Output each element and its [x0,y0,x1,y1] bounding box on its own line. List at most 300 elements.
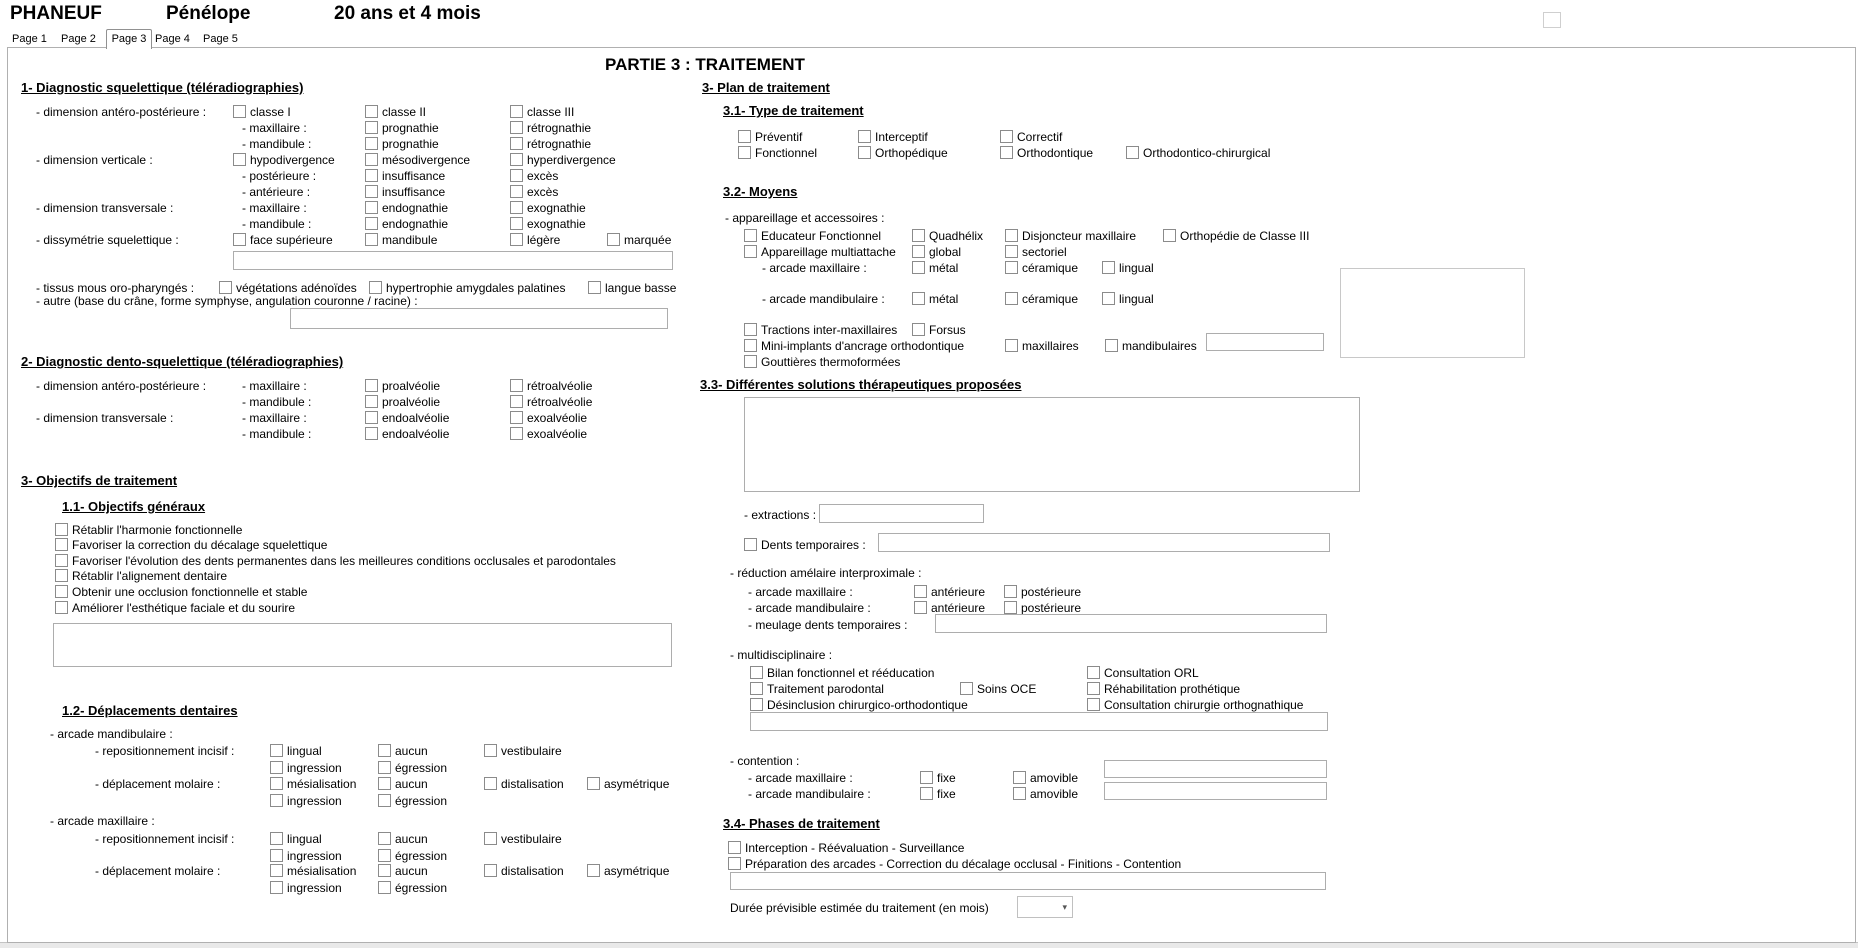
form-row [0,584,1858,600]
label-arcade-maxillaire: - arcade maxillaire : [748,585,853,599]
checkbox-metal[interactable] [912,292,925,305]
label-arcade-maxillaire: - arcade maxillaire : [50,814,155,828]
checkbox-item-sectoriel[interactable] [1005,244,1067,259]
checkbox-label-mesialisation: mésialisation [287,863,357,878]
checkbox-item-orthopedie-de-classe-iii[interactable] [1163,228,1309,243]
checkbox-label-metal: métal [929,260,959,275]
label-extractions: - extractions : [744,508,817,522]
label-autre: - autre (base du crâne, forme symphyse, angulation couronne / racine) : [36,294,418,308]
label-dimension-antero-posterieure: - dimension antéro-postérieure : [36,379,207,393]
checkbox-label-anterieure: antérieure [931,584,986,599]
checkbox-item-maxillaires[interactable] [1005,338,1079,353]
checkbox-quadhelix[interactable] [912,229,925,242]
checkbox-item-exces[interactable] [510,168,558,183]
checkbox-egression[interactable] [378,881,391,894]
checkbox-item-classe-iii[interactable] [510,104,574,119]
label-maxillaire: - maxillaire : [242,411,307,425]
form-row [0,681,1858,697]
checkbox-interception-reevaluation-surveillance[interactable] [728,841,741,854]
checkbox-label-lingual: lingual [1119,260,1154,275]
checkbox-anterieure[interactable] [914,585,927,598]
checkbox-favoriser-l-evolution-des-dents-permanentes-dans-les-meilleures-conditions-occlusales-et-parodontales[interactable] [55,554,68,567]
label-dimension-transversale: - dimension transversale : [36,201,174,215]
heading-moyens: 3.2- Moyens [723,184,798,199]
checkbox-exoalveolie[interactable] [510,411,523,424]
tab-page-3[interactable]: Page 3 [106,29,152,49]
label-repositionnement-incisif: - repositionnement incisif : [95,744,235,758]
checkbox-item-classe-i[interactable] [233,104,291,119]
heading-deplacements-dentaires: 1.2- Déplacements dentaires [62,703,238,718]
contention-mandibulaire-input[interactable] [1104,782,1327,800]
checkbox-label-legere: légère [527,232,561,247]
checkbox-mandibulaires[interactable] [1105,339,1118,352]
checkbox-item-proalveolie[interactable] [365,378,440,393]
checkbox-label-endoalveolie: endoalvéolie [382,426,450,441]
checkbox-exognathie[interactable] [510,201,523,214]
checkbox-item-tractions-inter-maxillaires[interactable] [744,322,897,337]
label-dissymetrie-squelettique: - dissymétrie squelettique : [36,233,179,247]
checkbox-correctif[interactable] [1000,130,1013,143]
patient-age: 20 ans et 4 mois [334,3,481,24]
checkbox-label-orthodontique: Orthodontique [1017,145,1094,160]
checkbox-item-interception-reevaluation-surveillance[interactable] [728,840,964,855]
checkbox-exces[interactable] [510,185,523,198]
checkbox-item-ingression[interactable] [270,880,342,895]
checkbox-item-retroalveolie[interactable] [510,394,592,409]
checkbox-vestibulaire[interactable] [484,744,497,757]
form-row [0,840,1858,856]
checkbox-label-retrognathie: rétrognathie [527,120,592,135]
form-row [0,770,1858,786]
label-mandibule: - mandibule : [242,217,312,231]
checkbox-consultation-orl[interactable] [1087,666,1100,679]
form-row [0,786,1858,802]
checkbox-label-classe-i: classe I [250,104,291,119]
dents-temporaires-input[interactable] [878,533,1330,552]
checkbox-orthodontique[interactable] [1000,146,1013,159]
checkbox-label-favoriser-l-evolution-des-dents-permanentes-dans-les-meilleures-conditions-occlusales-et-parodontales: Favoriser l'évolution des dents permanentes dans les meilleures conditions occlusales et parodontales [72,553,616,568]
checkbox-ceramique[interactable] [1005,292,1018,305]
checkbox-item-fixe[interactable] [920,786,956,801]
checkbox-item-classe-ii[interactable] [365,104,426,119]
heading-phases-traitement: 3.4- Phases de traitement [723,816,880,831]
checkbox-item-lingual[interactable] [1102,291,1154,306]
checkbox-label-appareillage-multiattache: Appareillage multiattache [761,244,896,259]
checkbox-item-bilan-fonctionnel-et-reeducation[interactable] [750,665,934,680]
checkbox-item-exces[interactable] [510,184,558,199]
checkbox-label-preparation-des-arcades-correction-du-decalage-occlusal-finitions-contention: Préparation des arcades - Correction du décalage occlusal - Finitions - Contention [745,856,1182,871]
checkbox-ceramique[interactable] [1005,261,1018,274]
checkbox-orthopedie-de-classe-iii[interactable] [1163,229,1176,242]
checkbox-dents-temporaires[interactable] [744,538,757,551]
checkbox-label-quadhelix: Quadhélix [929,228,984,243]
checkbox-classe-ii[interactable] [365,105,378,118]
label-multidisciplinaire: - multidisciplinaire : [730,648,833,662]
form-row [0,856,1858,872]
checkbox-item-orthodontique[interactable] [1000,145,1093,160]
checkbox-label-ceramique: céramique [1022,291,1079,306]
checkbox-label-classe-ii: classe II [382,104,427,119]
objectifs-notes-textarea[interactable] [53,623,672,667]
checkbox-posterieure[interactable] [1004,585,1017,598]
form-row [0,145,1858,161]
checkbox-mini-implants-d-ancrage-orthodontique[interactable] [744,339,757,352]
checkbox-item-exognathie[interactable] [510,200,586,215]
checkbox-item-mini-implants-d-ancrage-orthodontique[interactable] [744,338,964,353]
checkbox-label-retroalveolie: rétroalvéolie [527,378,593,393]
checkbox-label-traitement-parodontal: Traitement parodontal [767,681,884,696]
checkbox-label-prognathie: prognathie [382,120,439,135]
checkbox-item-interceptif[interactable] [858,129,928,144]
checkbox-label-metal: métal [929,291,959,306]
checkbox-endoalveolie[interactable] [365,427,378,440]
checkbox-preventif[interactable] [738,130,751,143]
checkbox-label-ameliorer-l-esthetique-faciale-et-du-sourire: Améliorer l'esthétique faciale et du sourire [72,600,296,615]
label-contention: - contention : [730,754,800,768]
label-maxillaire: - maxillaire : [242,201,307,215]
checkbox-proalveolie[interactable] [365,395,378,408]
duree-dropdown[interactable] [1017,896,1073,918]
checkbox-item-insuffisance[interactable] [365,184,445,199]
checkbox-global[interactable] [912,245,925,258]
checkbox-label-global: global [929,244,962,259]
meulage-input[interactable] [935,614,1327,633]
heading-diagnostic-dento-squelettique: 2- Diagnostic dento-squelettique (téléradiographies) [21,354,344,369]
label-tissus-mous-oro-pharynges: - tissus mous oro-pharyngés : [36,281,195,295]
checkbox-lingual[interactable] [1102,261,1115,274]
checkbox-label-asymetrique: asymétrique [604,776,670,791]
checkbox-label-retroalveolie: rétroalvéolie [527,394,593,409]
label-dimension-transversale: - dimension transversale : [36,411,174,425]
checkbox-item-orthodontico-chirurgical[interactable] [1126,145,1270,160]
checkbox-tractions-inter-maxillaires[interactable] [744,323,757,336]
checkbox-disjoncteur-maxillaire[interactable] [1005,229,1018,242]
form-row [0,244,1858,260]
checkbox-item-endognathie[interactable] [365,200,448,215]
checkbox-label-prognathie: prognathie [382,136,439,151]
checkbox-item-desinclusion-chirurgico-orthodontique[interactable] [750,697,968,712]
checkbox-fonctionnel[interactable] [738,146,751,159]
checkbox-label-orthopedique: Orthopédique [875,145,948,160]
heading-diagnostic-squelettique: 1- Diagnostic squelettique (téléradiographies) [21,80,304,95]
checkbox-label-educateur-fonctionnel: Educateur Fonctionnel [761,228,882,243]
page-title: PARTIE 3 : TRAITEMENT [605,55,805,74]
checkbox-item-quadhelix[interactable] [912,228,983,243]
checkbox-desinclusion-chirurgico-orthodontique[interactable] [750,698,763,711]
checkbox-label-insuffisance: insuffisance [382,168,446,183]
checkbox-label-aucun: aucun [395,831,428,846]
checkbox-label-ingression: ingression [287,793,342,808]
checkbox-label-classe-iii: classe III [527,104,575,119]
checkbox-item-global[interactable] [912,244,961,259]
checkbox-item-insuffisance[interactable] [365,168,445,183]
checkbox-item-endoalveolie[interactable] [365,410,449,425]
checkbox-label-amovible: amovible [1030,770,1079,785]
checkbox-label-consultation-orl: Consultation ORL [1104,665,1199,680]
form-row [0,338,1858,354]
form-row [0,354,1858,370]
checkbox-item-retablir-l-alignement-dentaire[interactable] [55,568,227,583]
form-row [0,322,1858,338]
checkbox-label-lingual: lingual [1119,291,1154,306]
form-row [0,568,1858,584]
checkbox-lingual[interactable] [1102,292,1115,305]
checkbox-item-soins-oce[interactable] [960,681,1036,696]
label-maxillaire: - maxillaire : [242,379,307,393]
form-row [0,291,1858,307]
checkbox-appareillage-multiattache[interactable] [744,245,757,258]
checkbox-label-exces: excès [527,184,559,199]
checkbox-lingual[interactable] [270,744,283,757]
checkbox-label-ingression: ingression [287,760,342,775]
checkbox-label-vegetations-adenoides: végétations adénoïdes [236,280,357,295]
checkbox-anterieure[interactable] [914,601,927,614]
checkbox-item-amovible[interactable] [1013,786,1078,801]
checkbox-item-dents-temporaires[interactable] [744,537,866,552]
label-dimension-verticale: - dimension verticale : [36,153,153,167]
checkbox-label-disjoncteur-maxillaire: Disjoncteur maxillaire [1022,228,1137,243]
checkbox-item-posterieure[interactable] [1004,600,1081,615]
checkbox-label-hypodivergence: hypodivergence [250,152,335,167]
checkbox-amovible[interactable] [1013,771,1026,784]
label-arcade-mandibulaire: - arcade mandibulaire : [748,787,871,801]
checkbox-classe-iii[interactable] [510,105,523,118]
label-deplacement-molaire: - déplacement molaire : [95,864,221,878]
checkbox-sectoriel[interactable] [1005,245,1018,258]
form-row [0,129,1858,145]
checkbox-retablir-l-harmonie-fonctionnelle[interactable] [55,523,68,536]
checkbox-label-mandibule: mandibule [382,232,438,247]
form-row [0,697,1858,713]
tab-page-2[interactable]: Page 2 [61,33,96,45]
checkbox-item-ceramique[interactable] [1005,291,1078,306]
checkbox-preparation-des-arcades-correction-du-decalage-occlusal-finitions-contention[interactable] [728,857,741,870]
checkbox-label-proalveolie: proalvéolie [382,394,441,409]
checkbox-orthopedique[interactable] [858,146,871,159]
checkbox-educateur-fonctionnel[interactable] [744,229,757,242]
checkbox-rehabilitation-prothetique[interactable] [1087,682,1100,695]
checkbox-label-exoalveolie: exoalvéolie [527,426,588,441]
checkbox-label-soins-oce: Soins OCE [977,681,1037,696]
label-arcade-mandibulaire: - arcade mandibulaire : [762,292,885,306]
checkbox-item-lingual[interactable] [270,743,322,758]
checkbox-item-anterieure[interactable] [914,584,985,599]
label-arcade-maxillaire: - arcade maxillaire : [762,261,867,275]
checkbox-label-posterieure: postérieure [1021,584,1082,599]
checkbox-retablir-l-alignement-dentaire[interactable] [55,569,68,582]
checkbox-item-proalveolie[interactable] [365,394,440,409]
checkbox-insuffisance[interactable] [365,185,378,198]
checkbox-label-egression: égression [395,880,448,895]
label-meulage: - meulage dents temporaires : [748,618,908,632]
mini-implants-detail-input[interactable] [1206,333,1324,351]
checkbox-label-asymetrique: asymétrique [604,863,670,878]
checkbox-item-rehabilitation-prothetique[interactable] [1087,681,1240,696]
label-arcade-maxillaire: - arcade maxillaire : [748,771,853,785]
checkbox-label-distalisation: distalisation [501,863,564,878]
checkbox-label-dents-temporaires: Dents temporaires : [761,537,866,552]
checkbox-item-egression[interactable] [378,880,447,895]
checkbox-consultation-chirurgie-orthognathique[interactable] [1087,698,1100,711]
checkbox-endognathie[interactable] [365,201,378,214]
checkbox-label-retablir-l-alignement-dentaire: Rétablir l'alignement dentaire [72,568,228,583]
checkbox-label-endognathie: endognathie [382,216,449,231]
checkbox-item-mandibulaires[interactable] [1105,338,1197,353]
checkbox-label-langue-basse: langue basse [605,280,677,295]
checkbox-item-correctif[interactable] [1000,129,1062,144]
checkbox-fixe[interactable] [920,771,933,784]
checkbox-item-lingual[interactable] [1102,260,1154,275]
checkbox-amovible[interactable] [1013,787,1026,800]
checkbox-label-lingual: lingual [287,831,322,846]
checkbox-item-preparation-des-arcades-correction-du-decalage-occlusal-finitions-contention[interactable] [728,856,1181,871]
checkbox-label-obtenir-une-occlusion-fonctionnelle-et-stable: Obtenir une occlusion fonctionnelle et stable [72,584,308,599]
form-row [0,553,1858,569]
form-row [0,184,1858,200]
checkbox-endoalveolie[interactable] [365,411,378,424]
checkbox-item-aucun[interactable] [378,743,428,758]
checkbox-interceptif[interactable] [858,130,871,143]
checkbox-label-mesialisation: mésialisation [287,776,357,791]
heading-objectifs-traitement: 3- Objectifs de traitement [21,473,178,488]
checkbox-forsus[interactable] [912,323,925,336]
checkbox-label-exognathie: exognathie [527,200,586,215]
form-row [0,600,1858,616]
checkbox-label-marquee: marquée [624,232,672,247]
patient-first-name: Pénélope [166,3,251,24]
checkbox-item-amovible[interactable] [1013,770,1078,785]
checkbox-maxillaires[interactable] [1005,339,1018,352]
checkbox-label-bilan-fonctionnel-et-reeducation: Bilan fonctionnel et rééducation [767,665,935,680]
checkbox-item-disjoncteur-maxillaire[interactable] [1005,228,1136,243]
checkbox-exoalveolie[interactable] [510,427,523,440]
checkbox-bilan-fonctionnel-et-reeducation[interactable] [750,666,763,679]
checkbox-label-distalisation: distalisation [501,776,564,791]
form-row [0,665,1858,681]
checkbox-label-exognathie: exognathie [527,216,586,231]
checkbox-item-metal[interactable] [912,291,958,306]
checkbox-orthodontico-chirurgical[interactable] [1126,146,1139,159]
checkbox-item-endoalveolie[interactable] [365,426,449,441]
form-row [0,743,1858,759]
checkbox-retroalveolie[interactable] [510,395,523,408]
label-arcade-mandibulaire: - arcade mandibulaire : [50,727,173,741]
tab-page-1[interactable]: Page 1 [12,33,47,45]
checkbox-item-vestibulaire[interactable] [484,743,562,758]
checkbox-metal[interactable] [912,261,925,274]
checkbox-exces[interactable] [510,169,523,182]
form-row [0,168,1858,184]
checkbox-item-metal[interactable] [912,260,958,275]
checkbox-item-fonctionnel[interactable] [738,145,817,160]
checkbox-label-favoriser-la-correction-du-decalage-squelettique: Favoriser la correction du décalage squelettique [72,537,328,552]
checkbox-item-exoalveolie[interactable] [510,410,587,425]
checkbox-label-fixe: fixe [937,786,956,801]
checkbox-label-preventif: Préventif [755,129,803,144]
label-anterieure: - antérieure : [242,185,311,199]
checkbox-item-favoriser-l-evolution-des-dents-permanentes-dans-les-meilleures-conditions-occlusales-et-parodontales[interactable] [55,553,616,568]
checkbox-item-preventif[interactable] [738,129,802,144]
checkbox-label-consultation-chirurgie-orthognathique: Consultation chirurgie orthognathique [1104,697,1304,712]
tab-page-4[interactable]: Page 4 [155,33,190,45]
tab-page-5[interactable]: Page 5 [203,33,238,45]
solutions-notes-textarea[interactable] [744,397,1360,492]
label-duree-traitement: Durée prévisible estimée du traitement (en mois) [730,901,989,915]
checkbox-item-fixe[interactable] [920,770,956,785]
checkbox-gouttieres-thermoformees[interactable] [744,355,757,368]
checkbox-item-retroalveolie[interactable] [510,378,592,393]
label-mandibule: - mandibule : [242,395,312,409]
checkbox-item-appareillage-multiattache[interactable] [744,244,896,259]
checkbox-soins-oce[interactable] [960,682,973,695]
checkbox-label-aucun: aucun [395,863,428,878]
checkbox-label-forsus: Forsus [929,322,966,337]
checkbox-label-mini-implants-d-ancrage-orthodontique: Mini-implants d'ancrage orthodontique [761,338,965,353]
checkbox-label-hypertrophie-amygdales-palatines: hypertrophie amygdales palatines [386,280,566,295]
label-mandibule: - mandibule : [242,427,312,441]
checkbox-traitement-parodontal[interactable] [750,682,763,695]
label-posterieure: - postérieure : [242,169,317,183]
checkbox-fixe[interactable] [920,787,933,800]
heading-solutions-therapeutiques: 3.3- Différentes solutions thérapeutiques proposées [700,377,1022,392]
checkbox-item-anterieure[interactable] [914,600,985,615]
checkbox-label-mesodivergence: mésodivergence [382,152,471,167]
heading-type-traitement: 3.1- Type de traitement [723,103,864,118]
form-row [0,104,1858,120]
checkbox-aucun[interactable] [378,744,391,757]
checkbox-item-orthopedique[interactable] [858,145,948,160]
checkbox-posterieure[interactable] [1004,601,1017,614]
checkbox-label-endoalveolie: endoalvéolie [382,410,450,425]
checkbox-item-ceramique[interactable] [1005,260,1078,275]
checkbox-label-ceramique: céramique [1022,260,1079,275]
checkbox-insuffisance[interactable] [365,169,378,182]
checkbox-label-ingression: ingression [287,880,342,895]
extractions-input[interactable] [819,504,984,523]
checkbox-label-ingression: ingression [287,848,342,863]
patient-last-name: PHANEUF [10,3,102,24]
checkbox-retroalveolie[interactable] [510,379,523,392]
checkbox-item-forsus[interactable] [912,322,966,337]
checkbox-label-proalveolie: proalvéolie [382,378,441,393]
checkbox-item-retablir-l-harmonie-fonctionnelle[interactable] [55,522,242,537]
checkbox-item-exoalveolie[interactable] [510,426,587,441]
checkbox-label-aucun: aucun [395,776,428,791]
checkbox-classe-i[interactable] [233,105,246,118]
checkbox-label-anterieure: antérieure [931,600,986,615]
checkbox-ingression[interactable] [270,881,283,894]
checkbox-item-gouttieres-thermoformees[interactable] [744,354,900,369]
checkbox-item-educateur-fonctionnel[interactable] [744,228,881,243]
checkbox-label-gouttieres-thermoformees: Gouttières thermoformées [761,354,901,369]
contention-maxillaire-input[interactable] [1104,760,1327,778]
checkbox-proalveolie[interactable] [365,379,378,392]
checkbox-label-orthodontico-chirurgical: Orthodontico-chirurgical [1143,145,1271,160]
phases-notes-input[interactable] [730,872,1326,890]
checkbox-item-consultation-orl[interactable] [1087,665,1199,680]
checkbox-label-orthopedie-de-classe-iii: Orthopédie de Classe III [1180,228,1310,243]
checkbox-label-hyperdivergence: hyperdivergence [527,152,616,167]
checkbox-label-fixe: fixe [937,770,956,785]
checkbox-item-consultation-chirurgie-orthognathique[interactable] [1087,697,1303,712]
multidisciplinaire-notes-input[interactable] [750,712,1328,731]
checkbox-label-vestibulaire: vestibulaire [501,743,562,758]
label-reduction-amelaire: - réduction amélaire interproximale : [730,566,922,580]
checkbox-label-correctif: Correctif [1017,129,1063,144]
heading-objectifs-generaux: 1.1- Objectifs généraux [62,499,206,514]
checkbox-item-traitement-parodontal[interactable] [750,681,884,696]
checkbox-item-posterieure[interactable] [1004,584,1081,599]
